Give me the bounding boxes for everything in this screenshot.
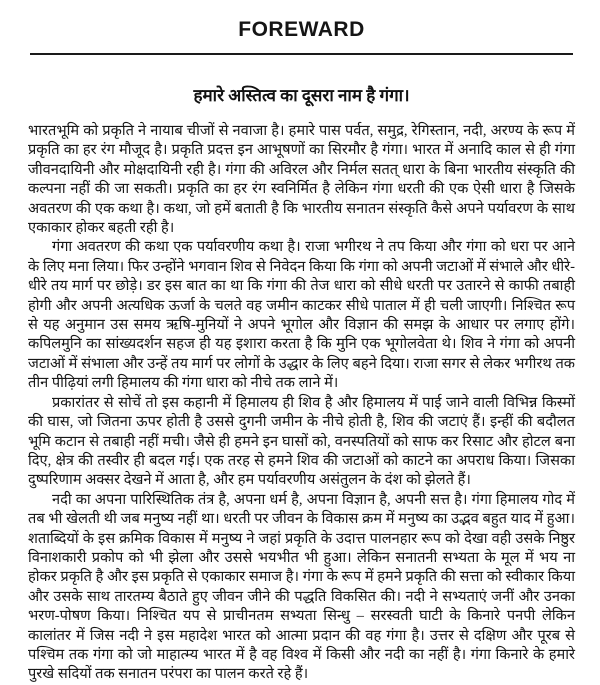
- foreword-heading: FOREWARD: [238, 18, 365, 41]
- paragraph-3: प्रकारांतर से सोचें तो इस कहानी में हिमालय ही शिव है और हिमालय में पाई जाने वाली विभिन्न किस्मों की घास, जो जितना ऊपर होती है उससे दुगनी जमीन के नीचे होती है, शिव की जटाएं हैं। इन्हीं की बदौलत भूमि कटान से तबाही नहीं मची। जैसे ही हमने इन घासों को, वनस्पतियों को साफ कर रिसाट और होटल बना दिए, क्षेत्र की तस्वीर ही बदल गई। एक तरह से हमने शिव की जटाओं को काटने का अपराध किया। जिसका दुष्परिणाम अक्सर देखने में आता है, और हम पर्यावरणीय असंतुलन के दंश को झेलते हैं।: [28, 394, 575, 489]
- paragraph-2: गंगा अवतरण की कथा एक पर्यावरणीय कथा है। राजा भगीरथ ने तप किया और गंगा को धरा पर आने के लिए मना लिया। फिर उन्होंने भगवान शिव से निवेदन किया कि गंगा को अपनी जटाओं में संभाले और धीरे-धीरे तय मार्ग पर छोड़े। डर इस बात का था कि गंगा की तेज धारा को सीधे धरती पर उतारने से काफी तबाही होगी और अपनी अत्यधिक ऊर्जा के चलते वह जमीन काटकर सीधे पाताल में ही चली जाएगी। निश्चित रूप से यह अनुमान उस समय ऋषि-मुनियों ने अपने भूगोल और विज्ञान की समझ के आधार पर लगाए होंगे। कपिलमुनि का सांख्यदर्शन सहज ही यह इशारा करता है कि मुनि एक भूगोलवेता थे। शिव ने गंगा को अपनी जटाओं में संभाला और उन्हें तय मार्ग पर लोगों के उद्धार के लिए बहने दिया। राजा सगर से लेकर भगीरथ तक तीन पीढ़ियां लगी हिमालय की गंगा धारा को नीचे तक लाने में।: [28, 239, 575, 392]
- paragraph-1: भारतभूमि को प्रकृति ने नायाब चीजों से नवाजा है। हमारे पास पर्वत, समुद्र, रेगिस्तान, नदी, अरण्य के रूप में प्रकृति का हर रंग मौजूद है। प्रकृति प्रदत्त इन आभूषणों का सिरमौर है गंगा। भारत में अनादि काल से ही गंगा जीवनदायिनी और मोक्षदायिनी रही है। गंगा की अविरल और निर्मल सतत् धारा के बिना भारतीय संस्कृति की कल्पना नहीं की जा सकती। प्रकृति का हर रंग स्वनिर्मित है लेकिन गंगा धरती की एक ऐसी धारा है जिसके अवतरण की एक कथा है। कथा, जो हमें बताती है कि भारतीय सनातन संस्कृति कैसे अपने पर्यावरण के साथ एकाकार होकर बहती रही है।: [28, 123, 575, 237]
- paragraph-4: नदी का अपना पारिस्थितिक तंत्र है, अपना धर्म है, अपना विज्ञान है, अपनी सत्त है। गंगा हिमालय गोद में तब भी खेलती थी जब मनुष्य नहीं था। धरती पर जीवन के विकास क्रम में मनुष्य का उद्भव बहुत याद में हुआ। शताब्दियों के इस क्रमिक विकास में मनुष्य ने जहां प्रकृति के उदात्त पालनहार रूप को देखा वही उसके निष्ठुर विनाशकारी प्रकोप को भी झेला और उससे भयभीत भी हुआ। लेकिन सनातनी सभ्यता के मूल में भय ना होकर प्रकृति है और इस प्रकृति से एकाकार समाज है। गंगा के रूप में हमने प्रकृति की सत्ता को स्वीकार किया और उसके साथ तारतम्य बैठाते हुए जीवन जीने की पद्धति विकसित की। नदी ने सभ्यताएं जनीं और उनका भरण-पोषण किया। निश्चित यप से प्राचीनतम सभ्यता सिन्धु – सरस्वती घाटी के किनारे पनपी लेकिन कालांतर में जिस नदी ने इस महादेश भारत को आत्मा प्रदान की वह गंगा है। उत्तर से दक्षिण और पूरब से पश्चिम तक गंगा को जो माहात्म्य भारत में है वह विश्व में किसी और नदी का नहीं है। गंगा किनारे के हमारे पुरखे सदियों तक सनातन परंपरा का पालन करते रहे हैं।: [28, 491, 575, 683]
- header-divider: [30, 53, 573, 55]
- document-body: [28, 122, 575, 685]
- document-title: हमारे अस्तित्व का दूसरा नाम है गंगा।: [193, 86, 410, 105]
